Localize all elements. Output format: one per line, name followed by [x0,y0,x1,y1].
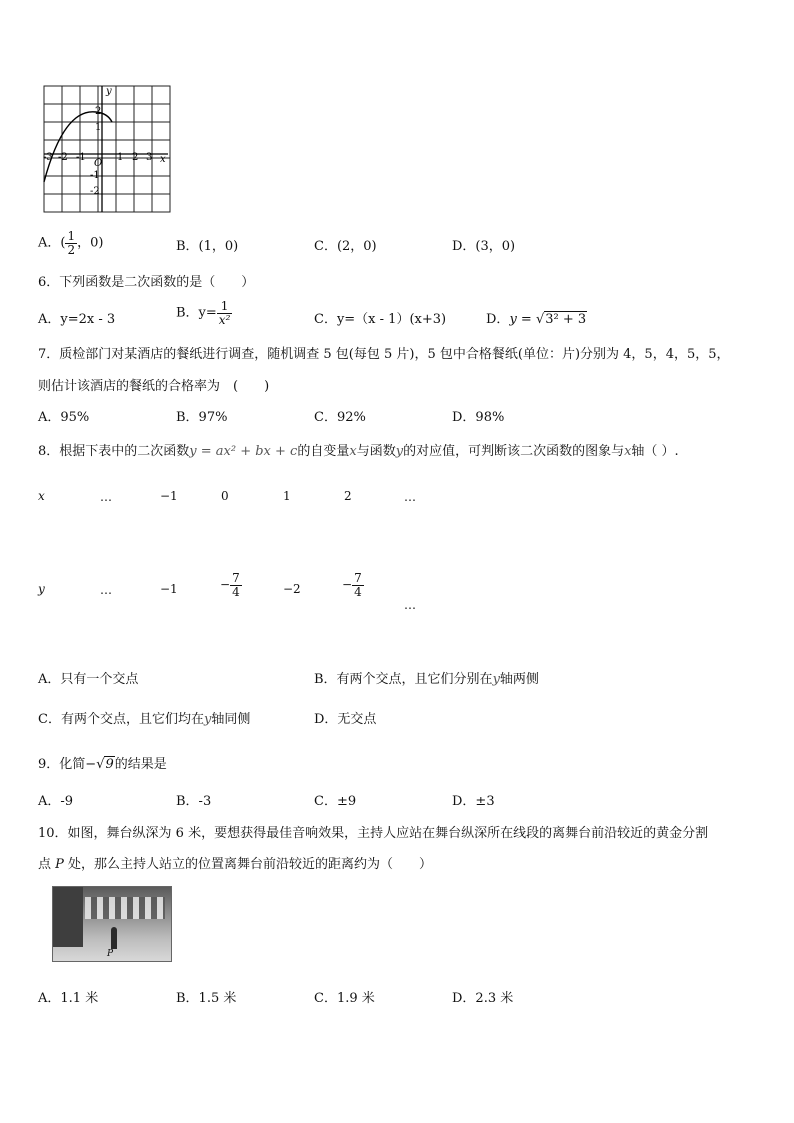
stage-photo [52,886,172,962]
option-c-prefix: C．有两个交点，且它们均在 [38,712,204,727]
frac-den: x² [218,312,231,327]
option-b-var: y [492,672,500,687]
y-tick: -2 [90,186,100,197]
q10-stem-2b: 处，那么主持人站立的位置离舞台前沿较近的距离约为（ ） [63,857,433,872]
q6-option-b[interactable] [176,300,232,326]
fraction-seven-fourths [352,572,364,598]
q8-stem-a: 8．根据下表中的二次函数 [38,444,190,459]
fraction-one-over-x2 [217,300,233,326]
table-y-value-frac [342,572,364,598]
neg-sign: − [342,577,353,592]
q7-stem-line2: 则估计该酒店的餐纸的合格率为 ( ) [38,379,270,394]
q5-option-a[interactable] [38,230,103,256]
sqrt-radicand: 9 [105,757,114,772]
neg-sign: − [85,757,97,772]
q8-stem-c: 与函数 [356,444,396,459]
table-y-value: … [404,598,416,612]
host-figure [111,927,117,949]
q10-option-c[interactable]: C．1.9 米 [314,991,375,1006]
option-d-math: y = [509,312,536,327]
y-tick: 1 [95,122,102,133]
q8-option-c[interactable] [38,708,250,727]
q8-var-x: x [349,444,357,459]
table-x-value: … [100,490,112,504]
point-p: P [55,857,64,872]
q10-stem-2a: 点 [38,857,56,872]
sqrt-radicand: 3² + 3 [545,312,587,327]
x-tick: -2 [58,152,68,163]
option-b-prefix: B．有两个交点，且它们分别在 [314,672,493,687]
table-x-label: x [38,489,45,503]
q10-option-b[interactable]: B．1.5 米 [176,991,237,1006]
x-tick: -3 [43,152,53,163]
frac-num: 1 [217,300,233,314]
function-graph [40,82,172,214]
option-d-prefix: D． [486,312,510,327]
q10-option-a[interactable]: A．1.1 米 [38,991,99,1006]
q7-option-c[interactable]: C．92% [314,410,366,425]
table-y-value: −1 [160,582,178,596]
q9-stem-suffix: 的结果是 [114,757,167,772]
frac-den: 4 [354,584,362,599]
q8-option-d[interactable]: D．无交点 [314,712,377,727]
x-tick: 3 [146,152,153,163]
q8-var-x2: x [624,444,632,459]
fraction-half [65,230,77,256]
x-tick: 2 [132,152,139,163]
origin-label: O [94,158,103,169]
q5-option-c[interactable]: C．(2，0) [314,239,377,254]
table-y-value: … [100,583,112,597]
q8-option-a[interactable]: A．只有一个交点 [38,672,139,687]
q5-option-d[interactable]: D．(3，0) [452,239,516,254]
q8-var-y: y [395,444,404,459]
q10-stem-line2 [38,853,432,872]
q10-option-d[interactable]: D．2.3 米 [452,991,514,1006]
q6-option-c[interactable]: C．y=（x - 1）(x+3) [314,312,447,327]
table-x-value: 1 [283,489,291,503]
q6-option-a[interactable]: A．y=2x - 3 [38,312,116,327]
q7-option-a[interactable]: A．95% [38,410,90,425]
option-a-suffix: ，0) [77,235,104,251]
y-tick: -1 [90,170,100,181]
table-y-value: −2 [283,582,301,596]
frac-den: 4 [232,584,240,599]
q5-option-b[interactable]: B．(1，0) [176,239,239,254]
q9-option-b[interactable]: B．-3 [176,794,212,809]
stage-decoration [85,897,165,919]
q9-stem: 9．化简−√9的结果是 [38,757,167,772]
table-x-value: … [404,490,416,504]
q7-stem-line1: 7．质检部门对某酒店的餐纸进行调查，随机调查 5 包(每包 5 片)，5 包中合格餐纸(单位：片)分别为 4，5，4，5，5， [38,347,730,362]
option-c-suffix: 轴同侧 [211,712,251,727]
q6-stem: 6．下列函数是二次函数的是（ ） [38,275,255,290]
y-tick: 2 [95,106,102,117]
x-tick: 1 [117,152,124,163]
fraction-seven-fourths [230,572,242,598]
q8-formula: y = ax² + bx + c [189,444,298,459]
q7-option-d[interactable]: D．98% [452,410,505,425]
table-y-value-frac [220,572,242,598]
q6-option-d[interactable]: D．y = √3² + 3 [486,312,587,327]
frac-den: 2 [67,242,76,257]
q8-option-b[interactable] [314,668,539,687]
x-tick: -1 [76,152,86,163]
curtain [53,887,83,947]
frac-num: 7 [232,571,240,585]
option-b-prefix: B．y= [176,305,217,321]
q8-stem-b: 的自变量 [297,444,350,459]
table-x-value: 0 [221,489,229,503]
table-x-value: 2 [344,489,352,503]
q9-option-d[interactable]: D．±3 [452,794,495,809]
neg-sign: − [220,577,231,592]
option-a-prefix: A．( [38,235,66,251]
q9-option-a[interactable]: A．-9 [38,794,74,809]
q7-option-b[interactable]: B．97% [176,410,228,425]
q8-stem-e: 轴（ ）. [631,444,679,459]
q8-stem-d: 的对应值，可判断该二次函数的图象与 [403,444,625,459]
y-axis-label: y [106,86,112,97]
frac-num: 7 [354,571,362,585]
q8-stem [38,440,679,459]
table-x-value: −1 [160,489,178,503]
q10-stem-line1: 10．如图，舞台纵深为 6 米，要想获得最佳音响效果，主持人应站在舞台纵深所在线段的离舞台前沿较近的黄金分割 [38,826,709,841]
frac-num: 1 [67,229,76,243]
q9-option-c[interactable]: C．±9 [314,794,357,809]
q9-stem-prefix: 9．化简 [38,757,86,772]
table-y-label: y [38,582,45,596]
x-axis-label: x [160,154,166,165]
option-b-suffix: 轴两侧 [499,672,539,687]
option-c-var: y [203,712,212,727]
photo-point-label: P [107,949,114,959]
